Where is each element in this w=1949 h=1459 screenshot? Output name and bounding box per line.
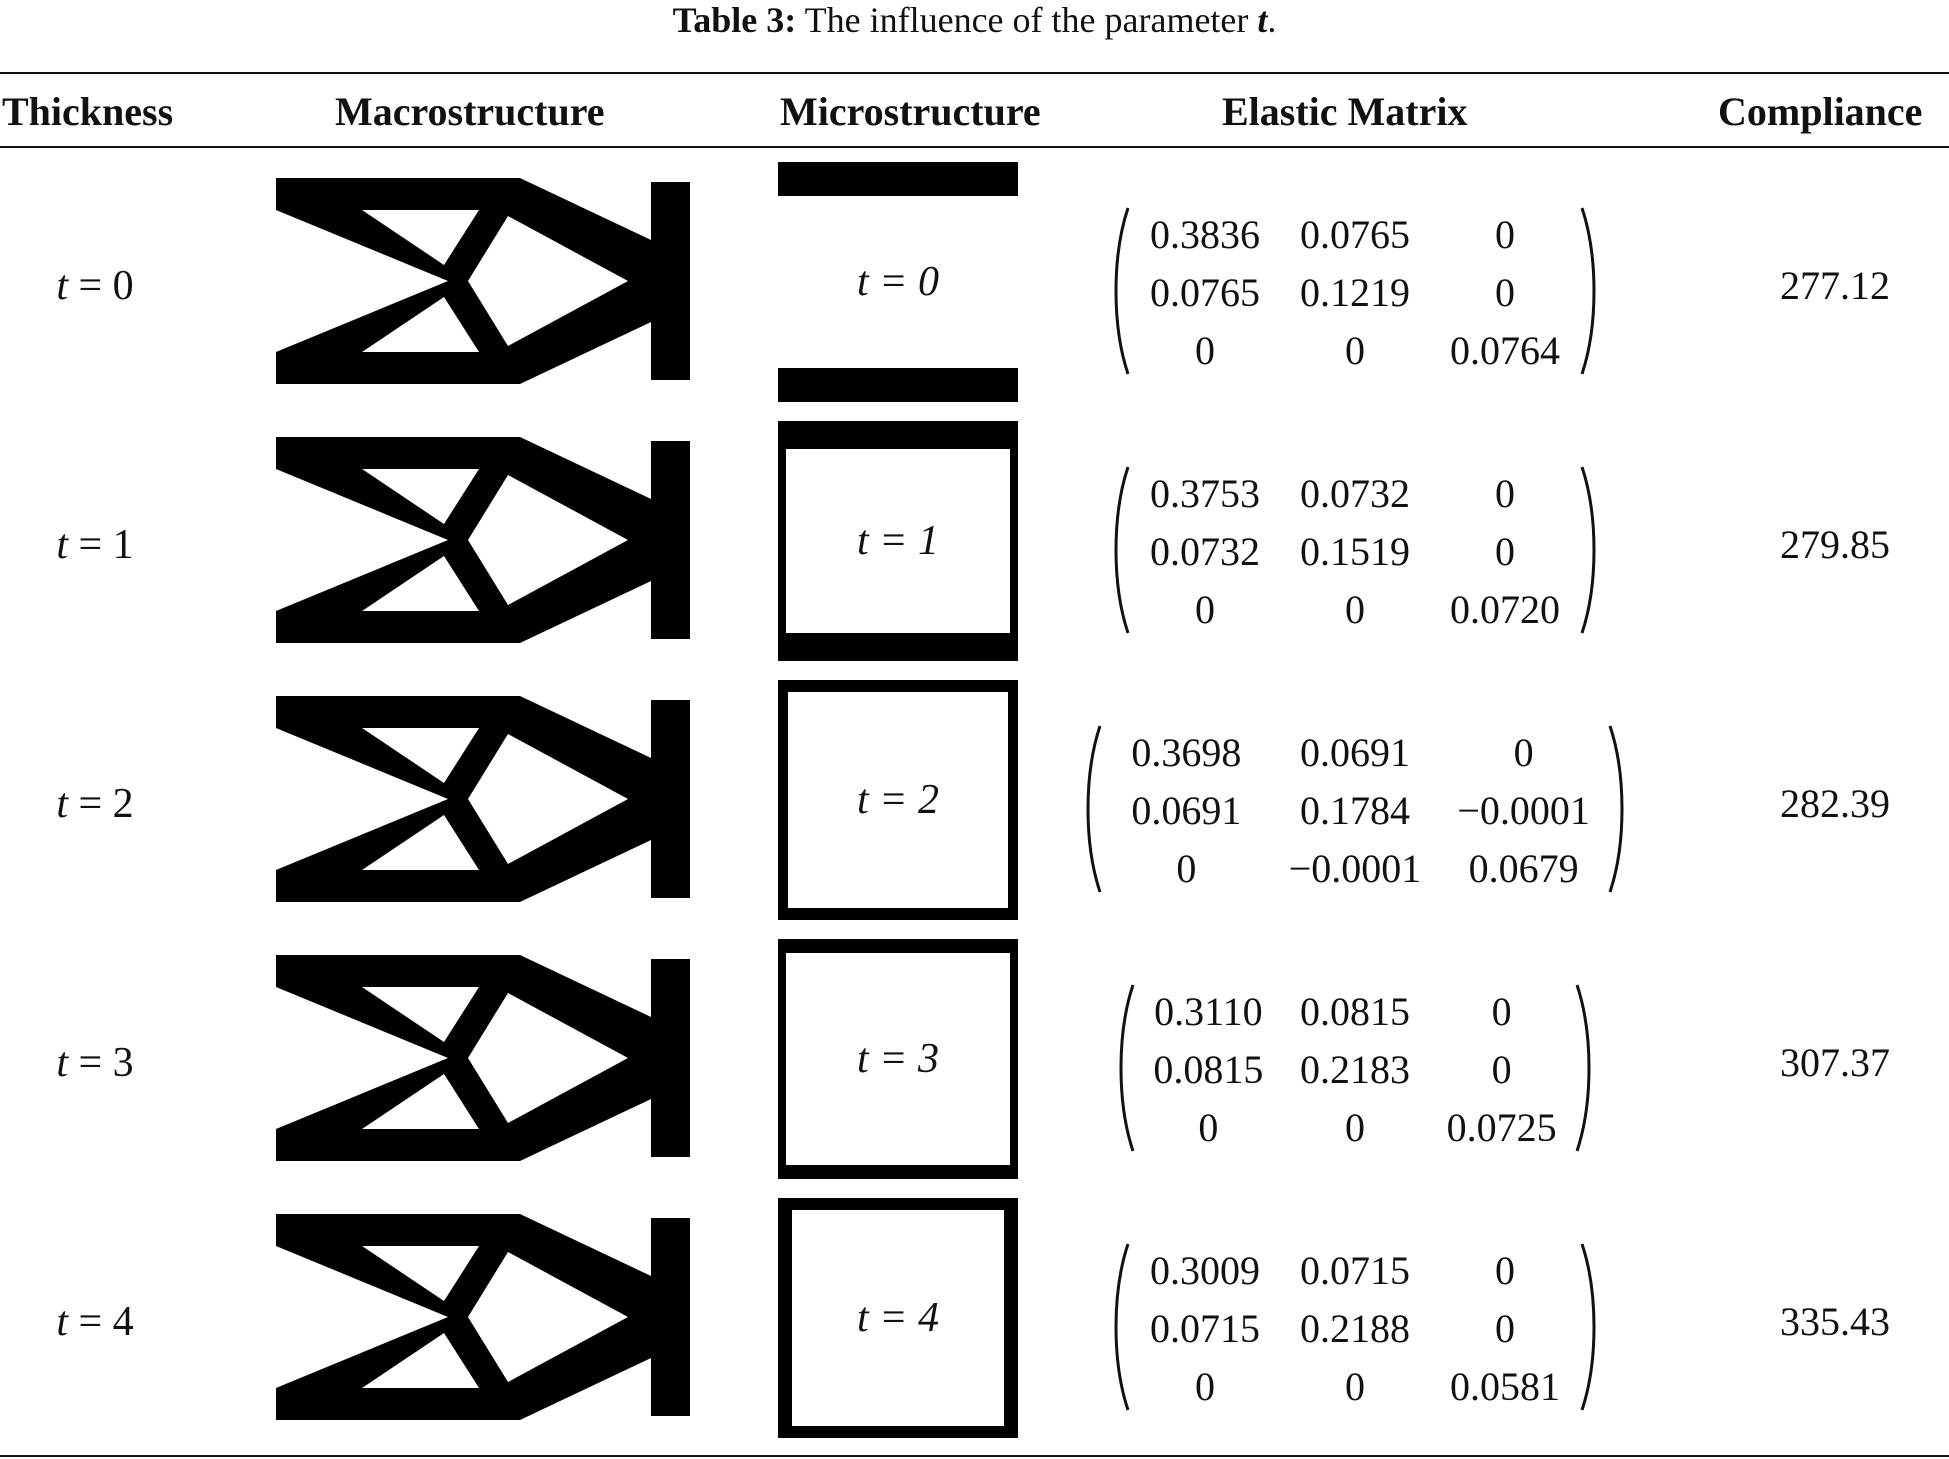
header-macrostructure: Macrostructure xyxy=(335,89,605,134)
macrostructure-image xyxy=(276,696,690,902)
matrix-entry: −0.0001 xyxy=(1288,846,1422,891)
header-rule xyxy=(0,146,1949,148)
matrix-entry: 0.0815 xyxy=(1153,1047,1264,1092)
table-caption xyxy=(0,0,1949,40)
matrix-entry: 0.0679 xyxy=(1468,846,1579,891)
thickness-value: = 4 xyxy=(78,1299,134,1345)
microstructure-label: t = 1 xyxy=(856,518,939,564)
matrix-entry: 0.0765 xyxy=(1150,270,1260,315)
matrix-entry: 0.3698 xyxy=(1131,730,1242,775)
thickness-value: = 2 xyxy=(78,781,134,827)
bottom-rule xyxy=(0,1455,1949,1457)
right-paren xyxy=(1575,983,1595,1153)
matrix-entry: 0.0815 xyxy=(1299,989,1410,1034)
caption-text: The influence of the parameter xyxy=(804,0,1249,40)
matrix-entry: 0.0732 xyxy=(1300,471,1410,516)
caption-param: t xyxy=(1257,0,1268,40)
microstructure-label: t = 3 xyxy=(856,1036,939,1082)
elastic-matrix xyxy=(1082,724,1628,894)
left-paren xyxy=(1110,206,1130,376)
matrix-entry: 0 xyxy=(1195,1364,1215,1409)
matrix-entry: 0.0715 xyxy=(1300,1248,1410,1293)
thickness-variable: t xyxy=(56,1299,68,1345)
macrostructure-image xyxy=(276,955,690,1161)
matrix-entry: 0 xyxy=(1495,270,1515,315)
thickness-cell xyxy=(0,780,190,828)
right-paren xyxy=(1580,1242,1600,1412)
thickness-variable: t xyxy=(56,781,68,827)
elastic-matrix xyxy=(1110,465,1600,635)
macrostructure-image xyxy=(276,178,690,384)
thickness-cell xyxy=(0,1039,190,1087)
thickness-cell xyxy=(0,1298,190,1346)
matrix-entry: −0.0001 xyxy=(1457,788,1590,833)
matrix-entry: 0.0732 xyxy=(1150,529,1260,574)
thickness-value: = 0 xyxy=(78,263,134,309)
left-paren xyxy=(1082,724,1102,894)
elastic-matrix xyxy=(1115,983,1595,1153)
left-paren xyxy=(1115,983,1135,1153)
matrix-entry: 0 xyxy=(1198,1105,1219,1150)
matrix-entry: 0 xyxy=(1195,328,1215,373)
matrix-entry: 0.3009 xyxy=(1150,1248,1260,1293)
matrix-entry: 0 xyxy=(1513,730,1534,775)
matrix-entry: 0.0691 xyxy=(1299,730,1410,775)
microstructure-image xyxy=(778,162,1018,402)
matrix-entry: 0 xyxy=(1495,471,1515,516)
header-elastic-matrix: Elastic Matrix xyxy=(1222,89,1468,134)
matrix-entry: 0.2183 xyxy=(1299,1047,1410,1092)
matrix-entry: 0 xyxy=(1495,529,1515,574)
left-paren xyxy=(1110,1242,1130,1412)
compliance-cell: 307.37 xyxy=(1780,1040,1890,1085)
matrix-entry: 0.0581 xyxy=(1450,1364,1560,1409)
left-paren xyxy=(1110,465,1130,635)
thickness-value: = 1 xyxy=(78,522,134,568)
microstructure-image xyxy=(778,1198,1018,1438)
matrix-entry: 0.0691 xyxy=(1131,788,1242,833)
matrix-entry: 0 xyxy=(1495,1248,1515,1293)
elastic-matrix xyxy=(1110,206,1600,376)
thickness-variable: t xyxy=(56,263,68,309)
compliance-cell: 277.12 xyxy=(1780,263,1890,308)
header-compliance: Compliance xyxy=(1718,89,1923,134)
right-paren xyxy=(1580,206,1600,376)
caption-label: Table 3: xyxy=(672,0,797,40)
compliance-cell: 335.43 xyxy=(1780,1299,1890,1344)
matrix-entry: 0 xyxy=(1345,587,1365,632)
microstructure-label: t = 4 xyxy=(856,1295,939,1341)
header-thickness: Thickness xyxy=(2,89,174,134)
matrix-entry: 0.3836 xyxy=(1150,212,1260,257)
header-microstructure: Microstructure xyxy=(780,89,1041,134)
matrix-entry: 0.0764 xyxy=(1450,328,1560,373)
thickness-cell xyxy=(0,262,190,310)
matrix-entry: 0 xyxy=(1491,1047,1512,1092)
thickness-variable: t xyxy=(56,522,68,568)
macrostructure-image xyxy=(276,437,690,643)
microstructure-image xyxy=(778,680,1018,920)
matrix-entry: 0 xyxy=(1344,1105,1365,1150)
matrix-entry: 0.3753 xyxy=(1150,471,1260,516)
table-row xyxy=(0,931,1949,1190)
matrix-entry: 0 xyxy=(1491,989,1512,1034)
matrix-entry: 0.0720 xyxy=(1450,587,1560,632)
microstructure-label: t = 0 xyxy=(856,259,939,305)
matrix-entry: 0.0765 xyxy=(1300,212,1410,257)
matrix-entry: 0 xyxy=(1345,1364,1365,1409)
matrix-entry: 0.2188 xyxy=(1300,1306,1410,1351)
thickness-variable: t xyxy=(56,1040,68,1086)
macrostructure-image xyxy=(276,1214,690,1420)
matrix-entry: 0.1519 xyxy=(1300,529,1410,574)
microstructure-image xyxy=(778,939,1018,1179)
right-paren xyxy=(1608,724,1628,894)
top-rule xyxy=(0,72,1949,74)
right-paren xyxy=(1580,465,1600,635)
matrix-entry: 0 xyxy=(1495,212,1515,257)
elastic-matrix xyxy=(1110,1242,1600,1412)
compliance-cell: 279.85 xyxy=(1780,522,1890,567)
matrix-entry: 0.1219 xyxy=(1300,270,1410,315)
thickness-cell xyxy=(0,521,190,569)
matrix-entry: 0.0715 xyxy=(1150,1306,1260,1351)
matrix-entry: 0.3110 xyxy=(1154,989,1263,1034)
matrix-entry: 0.1784 xyxy=(1299,788,1410,833)
table-row xyxy=(0,154,1949,413)
microstructure-label: t = 2 xyxy=(856,777,939,823)
thickness-value: = 3 xyxy=(78,1040,134,1086)
microstructure-image xyxy=(778,421,1018,661)
table-row xyxy=(0,672,1949,931)
matrix-entry: 0 xyxy=(1345,328,1365,373)
matrix-entry: 0 xyxy=(1195,587,1215,632)
matrix-entry: 0 xyxy=(1495,1306,1515,1351)
caption-end: . xyxy=(1267,0,1277,40)
table-row xyxy=(0,413,1949,672)
matrix-entry: 0.0725 xyxy=(1446,1105,1557,1150)
compliance-cell: 282.39 xyxy=(1780,781,1890,826)
table-row xyxy=(0,1190,1949,1449)
matrix-entry: 0 xyxy=(1176,846,1197,891)
